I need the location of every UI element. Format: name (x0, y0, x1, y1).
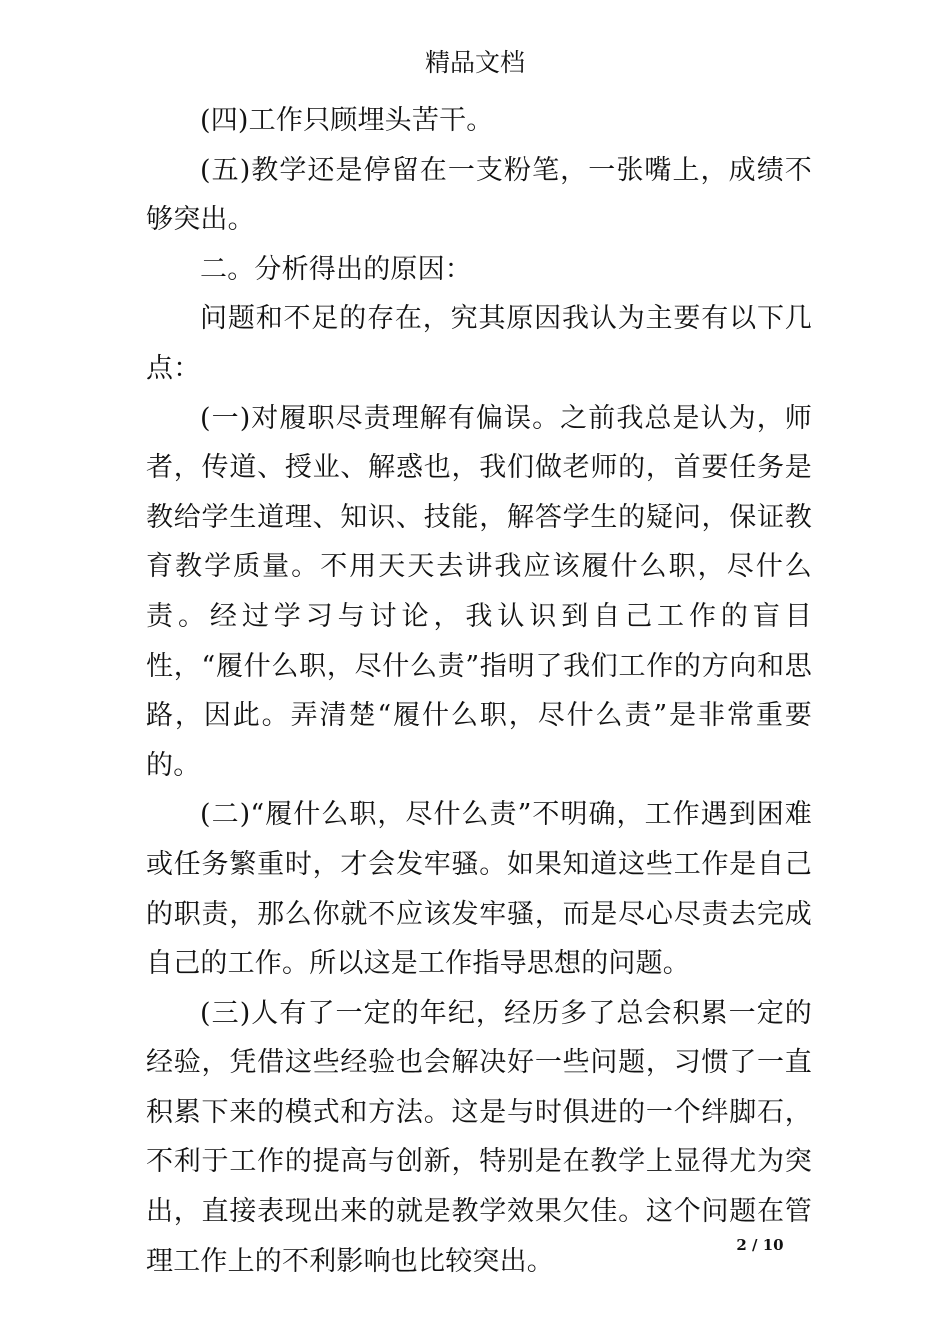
paragraph: (四)工作只顾埋头苦干。 (200, 105, 494, 136)
paragraph: (一)对履职尽责理解有偏误。之前我总是认为，师者，传道、授业、解惑也，我们做老师的，首要任务是教给学生道理、知识、技能，解答学生的疑问，保证教育教学质量。不用天天去讲我应该履什么职，尽什么责。经过学习与讨论，我认识到自己工作的盲目性，“履什么职，尽什么责”指明了我们工作的方向和思路，因此。弄清楚“履什么职，尽什么责”是非常重要的。 (146, 402, 812, 781)
document-body (146, 96, 812, 1286)
paragraph: (五)教学还是停留在一支粉笔，一张嘴上，成绩不够突出。 (146, 154, 812, 236)
page-header-title: 精品文档 (424, 48, 525, 77)
paragraph: (二)“履什么职，尽什么责”不明确，工作遇到困难或任务繁重时，才会发牢骚。如果知道这些工作是自己的职责，那么你就不应该发牢骚，而是尽心尽责去完成自己的工作。所以这是工作指导思想的问题。 (146, 799, 812, 980)
page-number: 2 / 10 (736, 1236, 784, 1254)
section-heading: 二。分析得出的原因： (200, 253, 472, 285)
paragraph: 问题和不足的存在，究其原因我认为主要有以下几点： (146, 303, 812, 384)
paragraph: (三)人有了一定的年纪，经历多了总会积累一定的经验，凭借这些经验也会解决好一些问题，习惯了一直积累下来的模式和方法。这是与时俱进的一个绊脚石，不利于工作的提高与创新，特别是在教学上显得尤为突出，直接表现出来的就是教学效果欠佳。这个问题在管理工作上的不利影响也比较突出。 (146, 997, 812, 1277)
